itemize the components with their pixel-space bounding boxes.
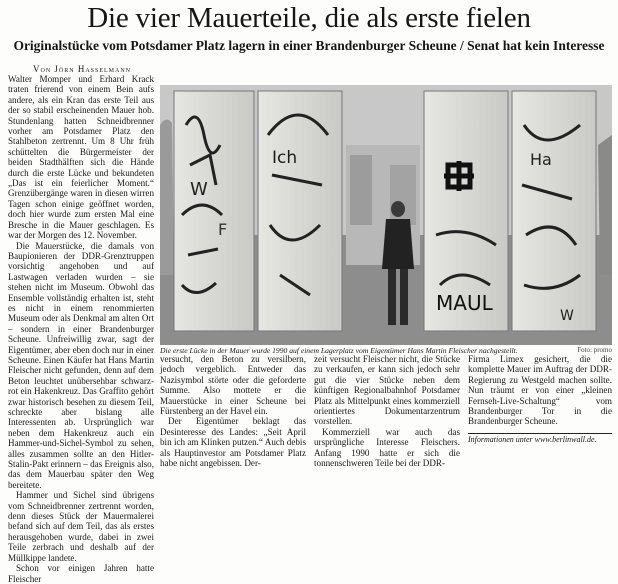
byline: [33, 64, 131, 74]
byline-prefix: Von: [33, 64, 52, 74]
wall-segment-3: [424, 91, 508, 331]
graffiti-text: Ich: [272, 148, 298, 168]
footer-info: Informationen unter www.berlinwall.de.: [468, 435, 597, 444]
article-column-1: [8, 74, 154, 584]
wall-segment-4: [512, 91, 596, 331]
graffiti-text: W: [190, 179, 208, 200]
article-paragraph: Der Eigentümer beklagt das Desinteresse des Landes: „Seit April bin ich am Klinken putzen.“ Auch debis als Hauptinvestor am Potsdamer Platz habe nicht angebissen. Der-: [160, 416, 306, 469]
article-paragraph: Schon vor einigen Jahren hatte Fleischer: [8, 563, 154, 584]
caption-text: wurde 1990 auf einem Lagerplatz vom Eigentümer Hans Martin Fleischer nachgestellt.: [251, 346, 518, 355]
graffiti-text: W: [560, 308, 574, 324]
headline: Die vier Mauerteile, die als erste fielen: [87, 2, 531, 34]
byline-author: Jörn Hasselmann: [54, 64, 132, 74]
graffiti-text: F: [218, 220, 228, 239]
article-column-2: [160, 354, 306, 469]
berlin-wall-photo: [160, 85, 612, 345]
article-column-4: [468, 354, 612, 434]
article-paragraph: Kommerziell war auch das ursprüngliche Interesse Fleischers. Anfang 1990 hatte er sich die tonnenschweren Teile bei der DDR-: [314, 426, 460, 469]
caption-lead: Die erste Lücke in der Mauer: [160, 346, 250, 355]
subheadline: Originalstücke vom Potsdamer Platz lagern in einer Brandenburger Scheune / Senat hat kein Interesse: [13, 38, 605, 53]
swastika-graffiti: [444, 161, 474, 191]
wall-segment-1: [174, 91, 254, 331]
photo-credit: Foto: promo: [577, 346, 612, 354]
graffiti-text: MAUL: [436, 291, 493, 315]
photo-illustration: [160, 85, 612, 345]
article-paragraph: Walter Momper und Erhard Krack traten frierend von einem Bein aufs andere, als ein Kran das erste Teil aus der so stabil erscheinenden Mauer hob. Stundenlang hatten Schneidbrenner vorher am Potsdamer Platz den Stahlbeton zertrennt. Um 8 Uhr früh schüttelten die Bürgermeister der beiden Stadthälften sich die Hände durch die erste Lücke und bekundeten „Das ist ein feierlicher Moment.“ Grenzübergänge waren in diesen wirren Tagen schon einige geöffnet worden, doch hier wurde zum ersten Mal eine Bresche in die Mauer geschlagen. Es war der Morgen des 12. November.: [8, 74, 154, 241]
article-paragraph: Hammer und Sichel sind übrigens vom Schneidbrenner zertrennt worden, denn dieses Stück der Mauermalerei befand sich auf dem Teil, das als erstes herausgehoben wurde, dabei in zwei Teile zerbrach und deshalb auf der Müllkippe landete.: [8, 490, 154, 563]
divider: [468, 433, 612, 434]
graffiti-text: Ha: [530, 150, 552, 169]
article-paragraph: zeit versucht Fleischer nicht, die Stücke zu verkaufen, er kann sich jedoch sehr gut die vier Stücke neben dem künftigen Regionalbahnhof Potsdamer Platz als Mittelpunkt eines kommerziell orientiertes Dokumentarzentrum vorstellen.: [314, 354, 460, 427]
article-paragraph: Firma Limex gesichert, die die komplette Mauer im Auftrag der DDR-Regierung zu Westgeld machen sollte. Nun träumt er von einer „kleinen Fernseh-Live-Schaltung“ vom Brandenburger Tor in die Brandenburger Scheune.: [468, 354, 612, 427]
article-column-3: [314, 354, 460, 469]
article-paragraph: Die Mauerstücke, die damals von Baupionieren der DDR-Grenztruppen vorsichtig angehoben und auf Lastwagen verladen wurden – sie stehen nicht im Museum. Obwohl das Ensemble vollständig erhalten ist, steht es nicht in einem renommierten Museum oder als Denkmal am alten Ort – sondern in einer Brandenburger Scheune. Unfreiwillig zwar, sagt der Eigentümer, aber eben doch nur in einer Scheune. Einen Käufer hat Hans Martin Fleischer nicht gefunden, denn auf dem Beton leuchtet unübersehbar schwarz-rot ein Hakenkreuz. Das Graffito gehört zwar historisch besehen zu diesem Teil, schreckte aber bislang alle Interessenten ab. Ursprünglich war neben dem Hakenkreuz auch ein Hammer-und-Sichel-Symbol zu sehen, alles zusammen sollte an den Hitler-Stalin-Pakt erinnern – das Ereignis also, das dem Mauerbau später den Weg bereitete.: [8, 240, 154, 490]
wall-segment-2: [258, 91, 342, 331]
article-paragraph: versucht, den Beton zu versilbern, jedoch vergeblich. Entweder das Nazisymbol störte oder die geforderte Summe. Also mottete er die Mauerstücke in einer Scheune bei Fürstenberg an der Havel ein.: [160, 354, 306, 417]
